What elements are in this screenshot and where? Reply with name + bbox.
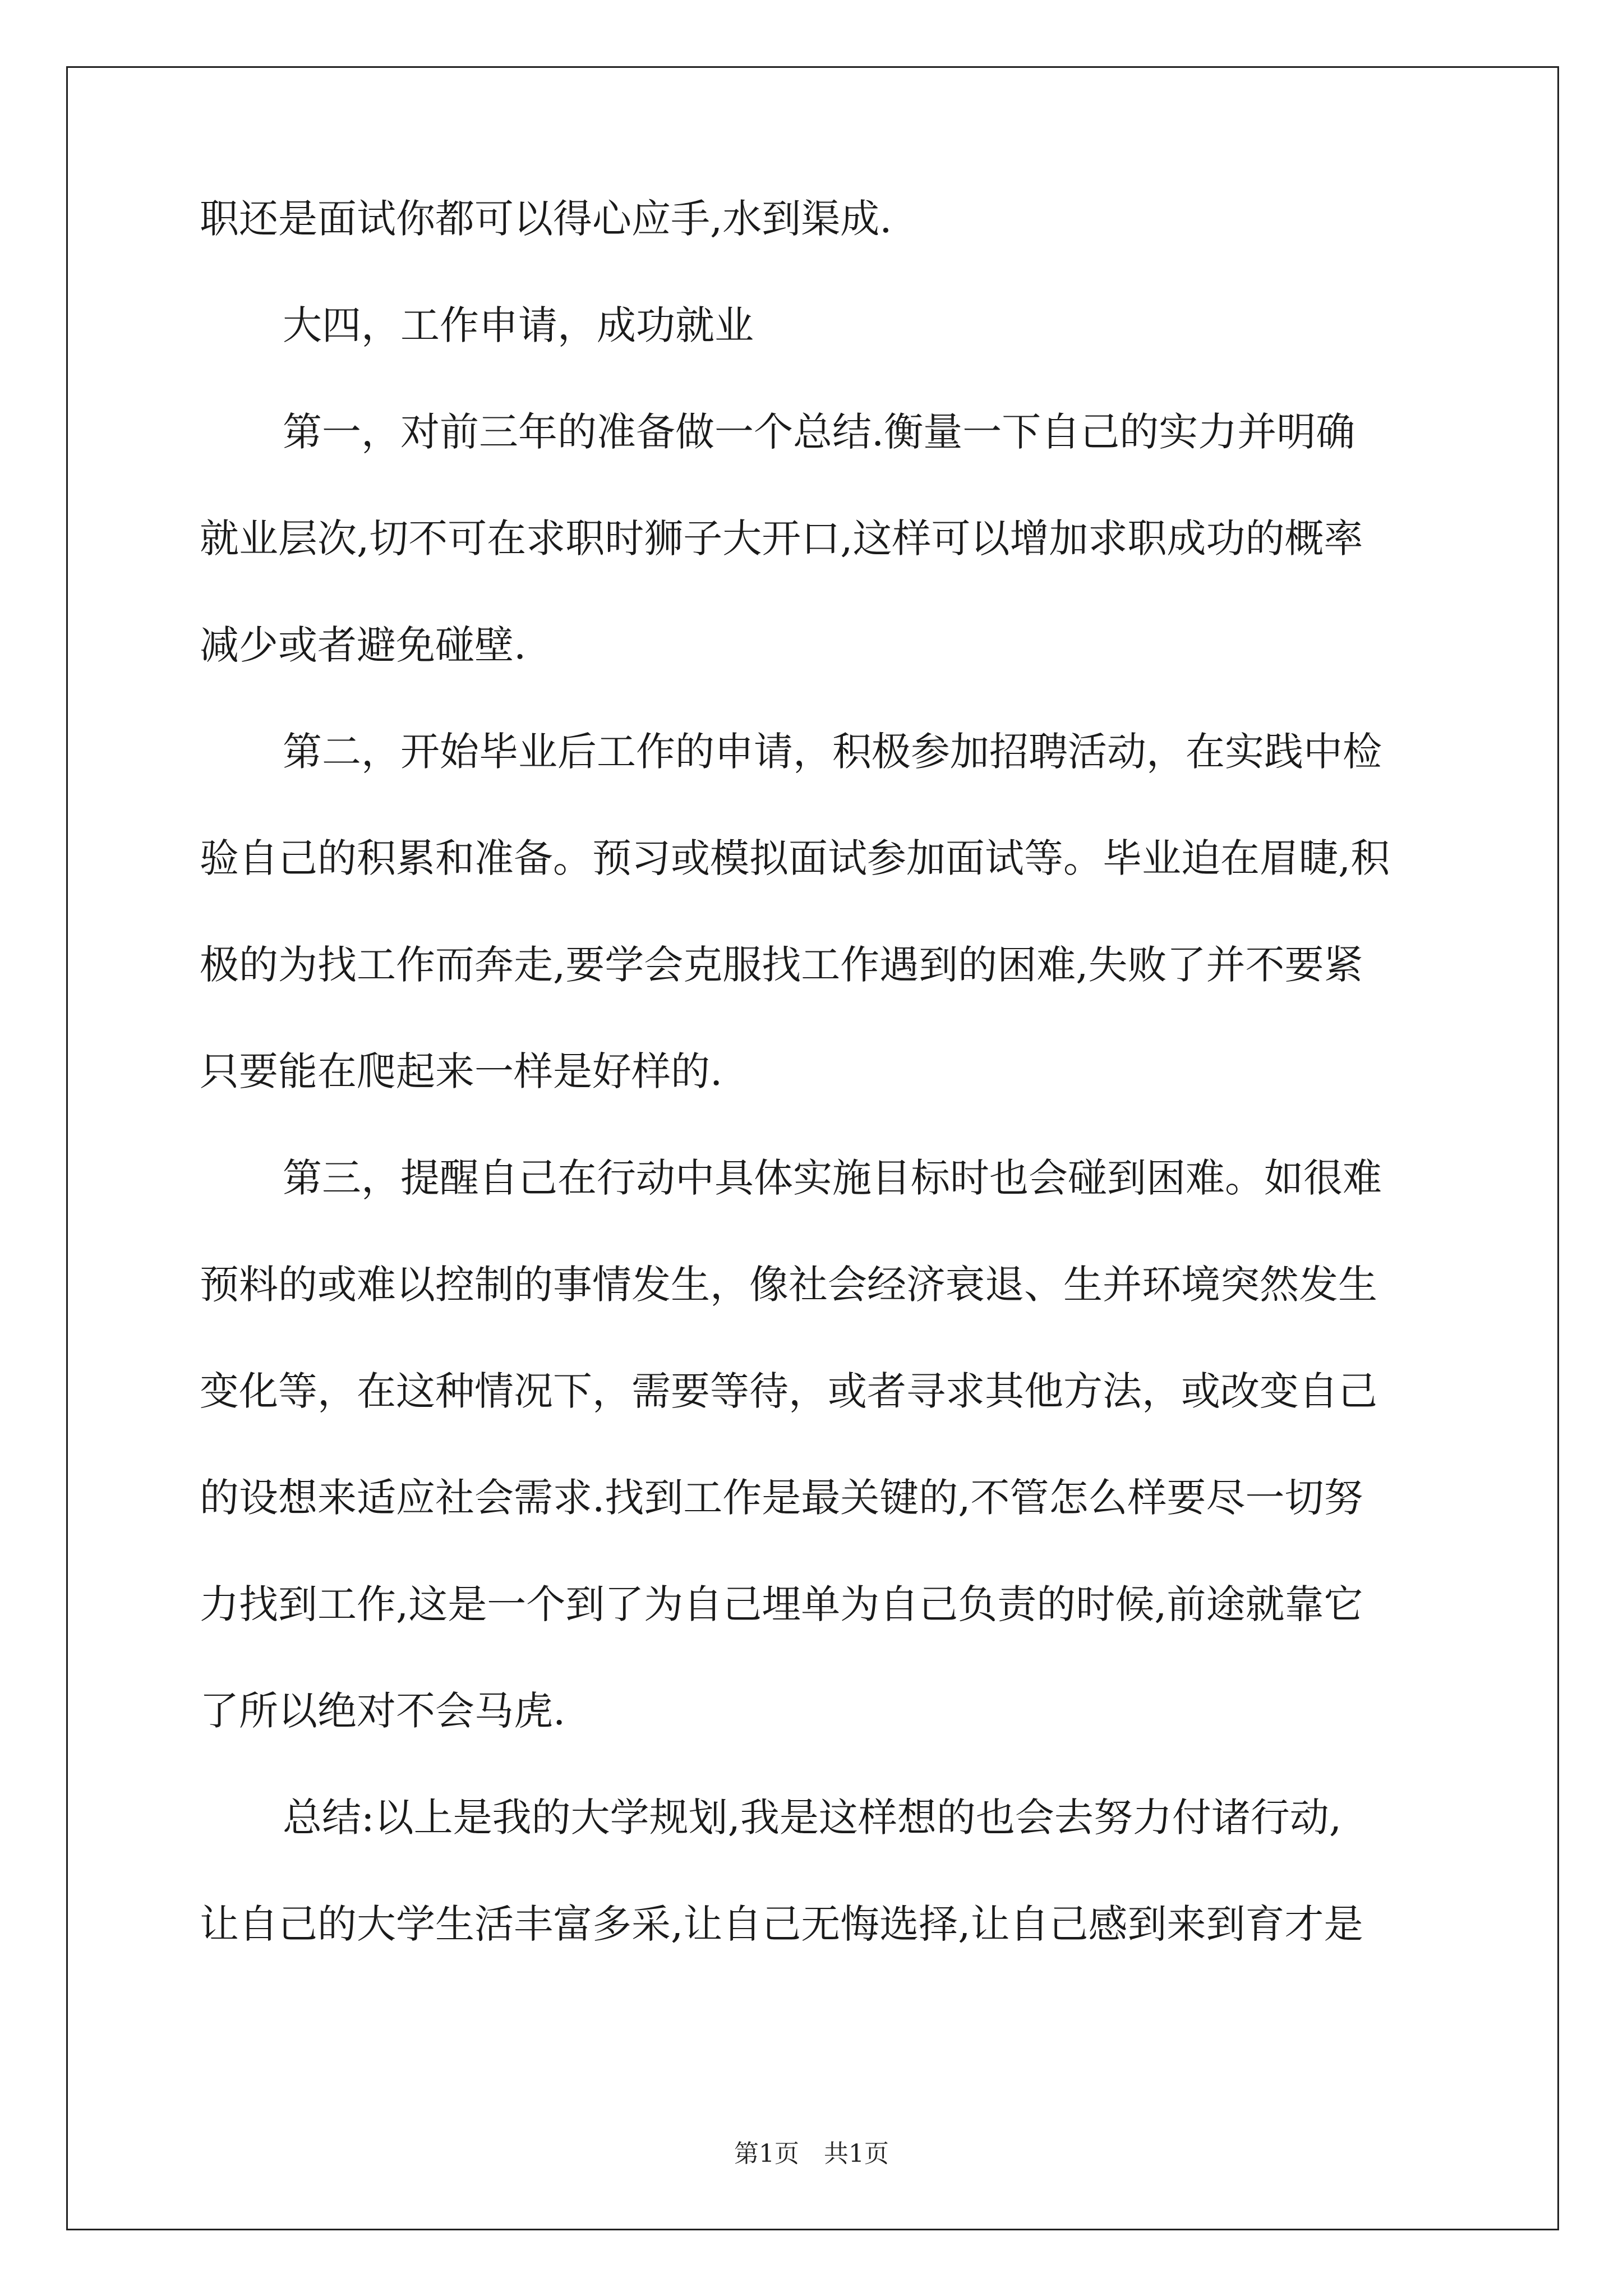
text-line-5: 减少或者避免碰壁. [200,622,527,668]
text-line-16: 总结:以上是我的大学规划,我是这样想的也会去努力付诸行动, [283,1795,1342,1841]
text-line-3: 第一，对前三年的准备做一个总结.衡量一下自己的实力并明确 [283,409,1355,455]
text-line-11: 预料的或难以控制的事情发生，像社会经济衰退、生并环境突然发生 [200,1262,1377,1308]
text-line-7: 验自己的积累和准备。预习或模拟面试参加面试等。毕业迫在眉睫,积 [200,835,1390,881]
text-line-12: 变化等，在这种情况下，需要等待，或者寻求其他方法，或改变自己 [200,1368,1377,1414]
text-line-9: 只要能在爬起来一样是好样的. [200,1048,723,1094]
text-line-15: 了所以绝对不会马虎. [200,1688,566,1734]
text-line-2: 大四，工作申请，成功就业 [283,302,754,348]
text-line-8: 极的为找工作而奔走,要学会克服找工作遇到的困难,失败了并不要紧 [200,942,1363,988]
text-line-14: 力找到工作,这是一个到了为自己埋单为自己负责的时候,前途就靠它 [200,1581,1363,1627]
text-line-10: 第三，提醒自己在行动中具体实施目标时也会碰到困难。如很难 [283,1155,1382,1201]
page-number-footer: 第1页 共1页 [734,2139,889,2168]
text-line-4: 就业层次,切不可在求职时狮子大开口,这样可以增加求职成功的概率 [200,516,1363,562]
text-line-1: 职还是面试你都可以得心应手,水到渠成. [200,196,892,242]
text-line-6: 第二，开始毕业后工作的申请，积极参加招聘活动，在实践中检 [283,729,1382,775]
text-line-13: 的设想来适应社会需求.找到工作是最关键的,不管怎么样要尽一切努 [200,1475,1363,1521]
text-line-17: 让自己的大学生活丰富多采,让自己无悔选择,让自己感到来到育才是 [200,1901,1363,1947]
